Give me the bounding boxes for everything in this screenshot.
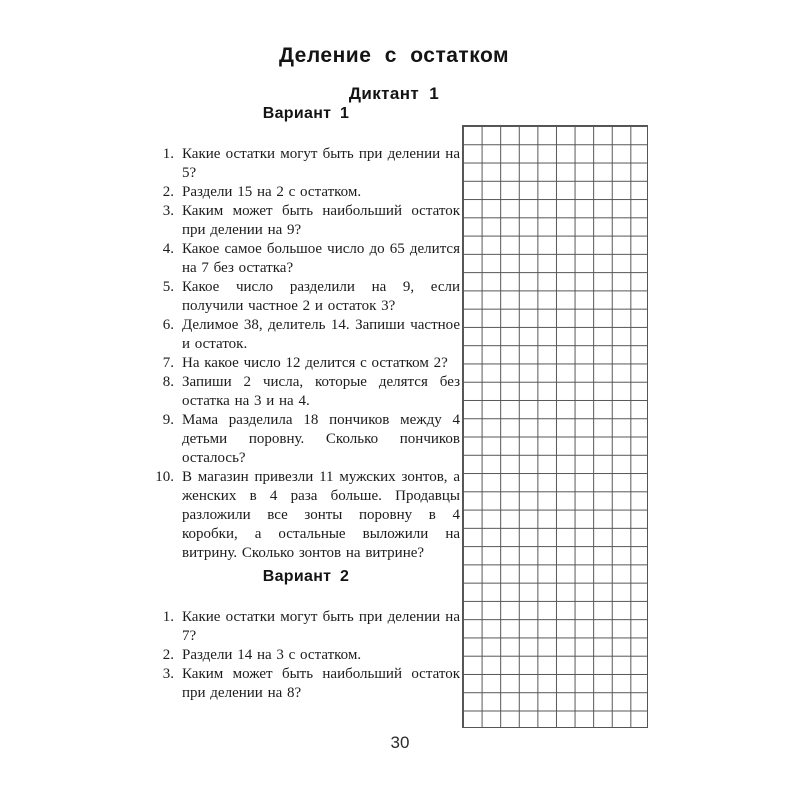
problem-number: 1.	[162, 146, 174, 162]
problem-text: Раздели 15 на 2 с остатком.	[182, 184, 362, 200]
problem-item	[152, 646, 460, 665]
problem-item	[152, 202, 460, 240]
problem-item	[152, 145, 460, 183]
dictation-heading: Диктант 1	[348, 84, 440, 103]
problem-number: 3.	[162, 666, 174, 682]
problem-item	[152, 468, 460, 563]
problem-text: В магазин привезли 11 мужских зонтов, а женских в 4 раза больше. Продавцы разложили все зонты поровну в 4 коробки, а остальные выложили на витрину. Сколько зонтов на витрине?	[182, 469, 460, 561]
problem-number: 6.	[162, 317, 174, 333]
problem-text: Делимое 38, делитель 14. Запиши частное и остаток.	[182, 317, 460, 352]
problem-number: 4.	[162, 241, 174, 257]
problem-number: 10.	[155, 469, 174, 485]
variant1-heading: Вариант 1	[262, 105, 350, 122]
problems-column	[152, 104, 460, 703]
problem-item	[152, 278, 460, 316]
problem-text: Какое самое большое число до 65 делится на 7 без остатка?	[182, 241, 460, 276]
problem-number: 8.	[162, 374, 174, 390]
problem-text: Каким может быть наибольший остаток при делении на 8?	[182, 666, 460, 701]
variant2-heading: Вариант 2	[262, 568, 350, 585]
problem-number: 5.	[162, 279, 174, 295]
page-number: 30	[390, 733, 410, 752]
problem-item	[152, 240, 460, 278]
problem-item	[152, 665, 460, 703]
problem-item	[152, 373, 460, 411]
problem-text: Каким может быть наибольший остаток при делении на 9?	[182, 203, 460, 238]
problem-number: 9.	[162, 412, 174, 428]
problem-item	[152, 183, 460, 202]
answer-grid	[462, 125, 648, 728]
page-title: Деление с остатком	[278, 44, 510, 67]
problem-item	[152, 608, 460, 646]
problem-item	[152, 354, 460, 373]
problem-text: Какие остатки могут быть при делении на 7?	[182, 609, 460, 644]
problem-number: 3.	[162, 203, 174, 219]
problem-item	[152, 411, 460, 468]
problem-number: 1.	[162, 609, 174, 625]
problem-number: 7.	[162, 355, 174, 371]
variant2-problem-list	[152, 608, 460, 703]
variant1-problem-list	[152, 145, 460, 563]
problem-text: Мама разделила 18 пончиков между 4 детьми поровну. Сколько пончиков осталось?	[182, 412, 460, 466]
problem-text: Какое число разделили на 9, если получили частное 2 и остаток 3?	[182, 279, 460, 314]
problem-text: Запиши 2 числа, которые делятся без остатка на 3 и на 4.	[182, 374, 460, 409]
problem-number: 2.	[162, 647, 174, 663]
problem-text: Раздели 14 на 3 с остатком.	[182, 647, 362, 663]
problem-text: Какие остатки могут быть при делении на 5?	[182, 146, 460, 181]
problem-number: 2.	[162, 184, 174, 200]
problem-text: На какое число 12 делится с остатком 2?	[182, 355, 448, 371]
problem-item	[152, 316, 460, 354]
